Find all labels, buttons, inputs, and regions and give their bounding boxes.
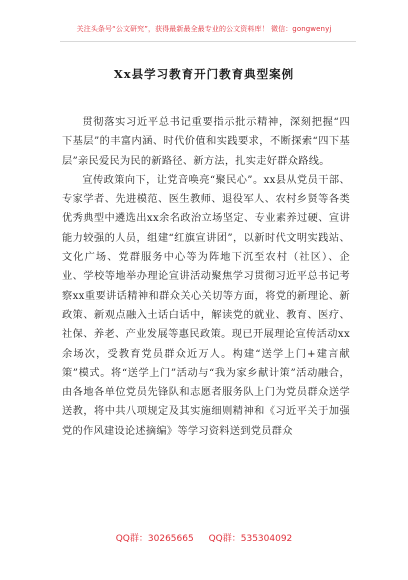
document-title: Xx县学习教育开门教育典型案例 bbox=[113, 67, 295, 81]
paragraph-intro: 贯彻落实习近平总书记重要指示批示精神，深刻把握“四下基层”的丰富内涵、时代价值和实践要求，不断探索“四下基层”亲民爱民为民的新路径、新方法，扎实走好群众路线。 bbox=[62, 117, 350, 167]
header-divider bbox=[60, 41, 356, 42]
footer-qq-groups bbox=[0, 531, 408, 544]
qq-group-1: QQ群：30265665 bbox=[115, 534, 194, 544]
qq-group-2: QQ群：535304092 bbox=[208, 534, 293, 544]
document-body bbox=[62, 113, 350, 441]
header-note: 关注头条号“公文研究”，获得最新最全最专业的公文资料库！ 微信：gongwenyj bbox=[76, 25, 332, 33]
paragraph-policy: 宣传政策向下，让党音唤亮“聚民心”。xx县从党员干部、专家学者、先进模范、医生教师、退役军人、农村乡贤等各类优秀典型中遴选出xx余名政治立场坚定、专业素养过硬、宣讲能力较强的人员，组建“红旗宣讲团”，以新时代文明实践站、文化广场、党群服务中心等为阵地下沉至农村（社区）、企业、学校等地举办理论宣讲活动聚焦学习贯彻习近平总书记考察xx重要讲话精神和群众关心关切等方面，将党的新理论、新政策、新观点融入土话白话中，解读党的就业、教育、医疗、社保、养老、产业发展等惠民政策。现已开展理论宣传活动xx余场次，受教育党员群众近万人。构建“送学上门+建言献策”模式。将“送学上门”活动与“我为家乡献计策”活动融合，由各地各单位党员先锋队和志愿者服务队上门为党员群众送学送教，将中共八项规定及其实施细则精神和《习近平关于加强党的作风建设论述摘编》等学习资料送到党员群众 bbox=[62, 174, 350, 437]
